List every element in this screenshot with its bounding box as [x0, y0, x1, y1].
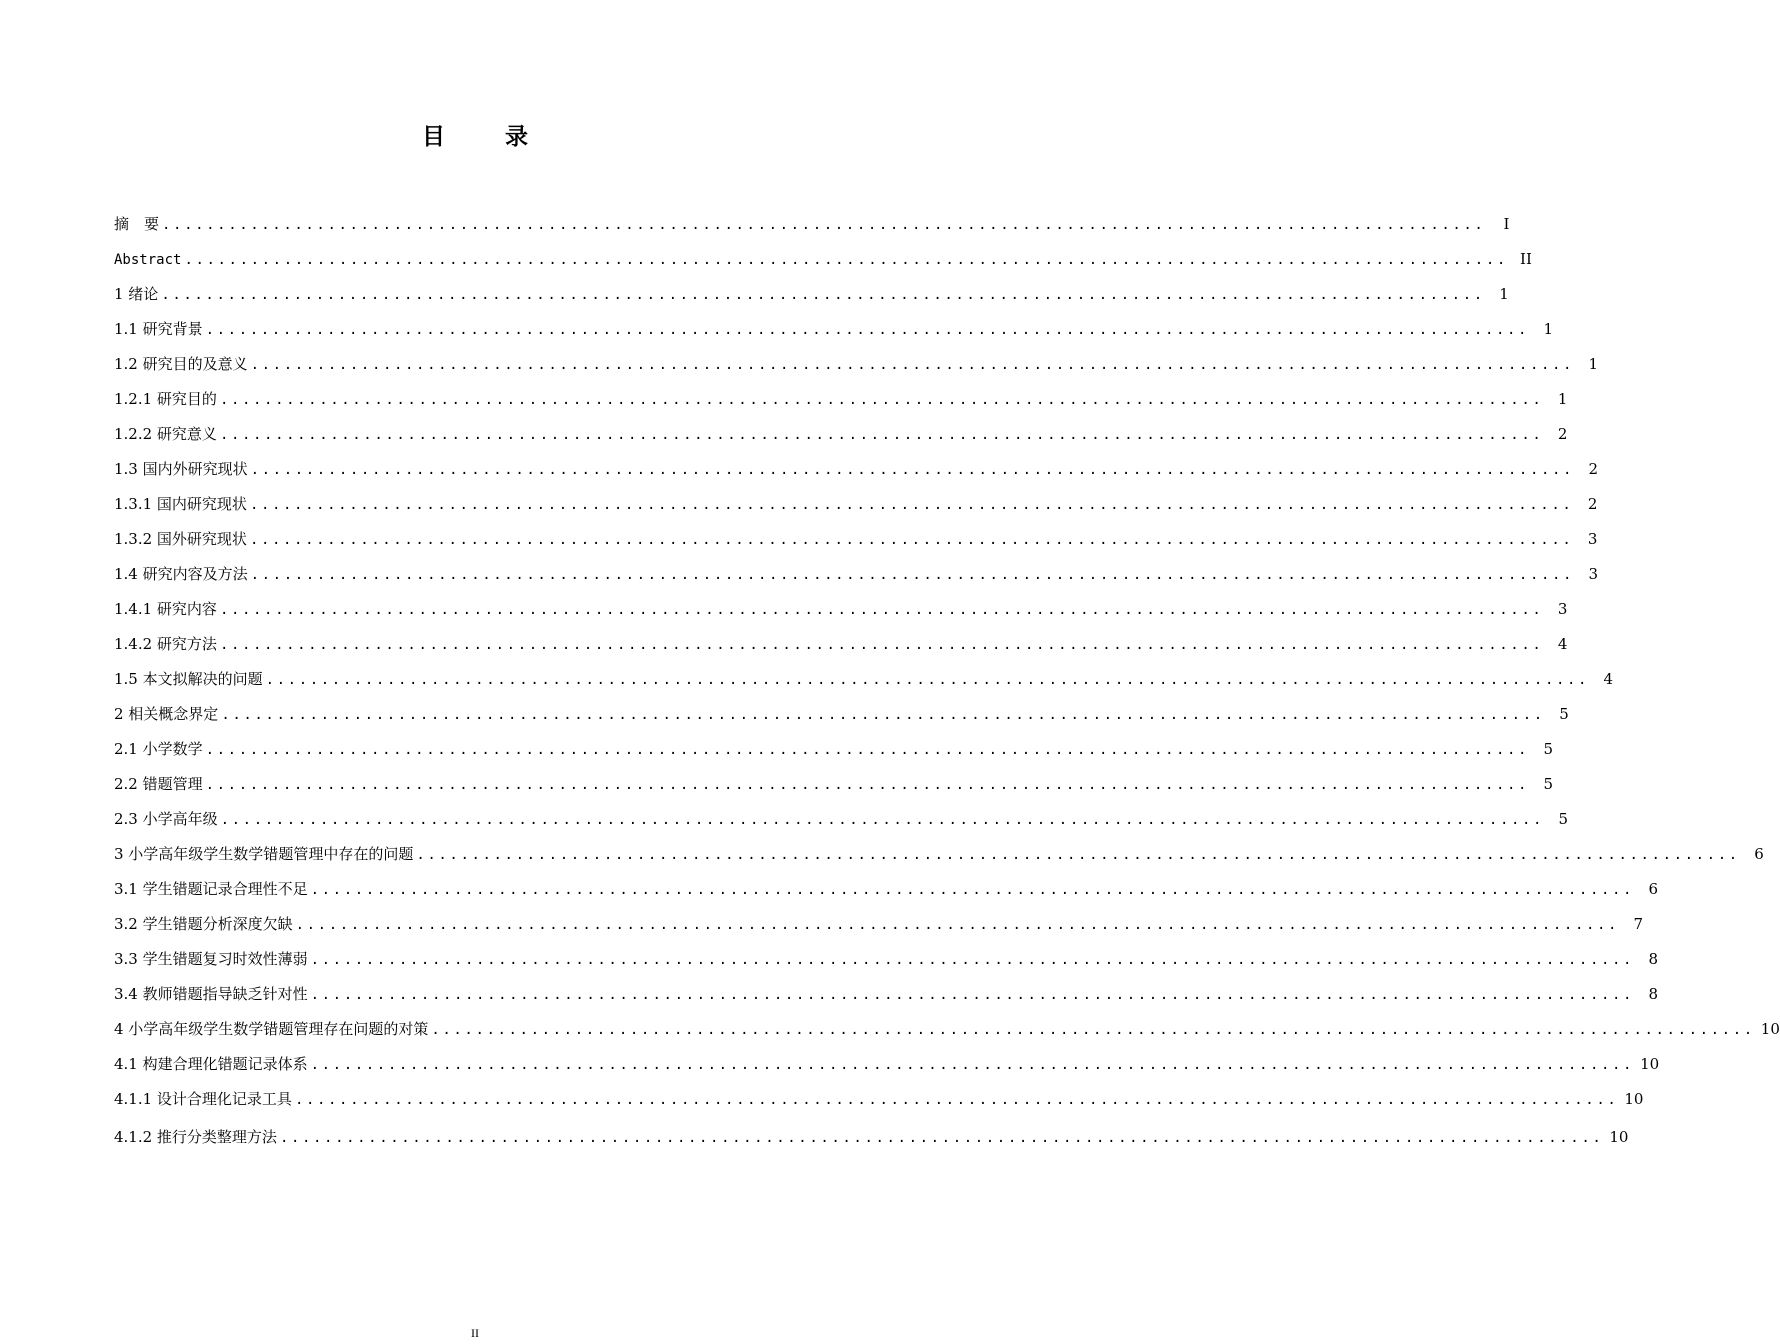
toc-entry-chapter-3[interactable] — [114, 842, 1764, 877]
toc-entry-label: 1.4.2 研究方法 — [114, 635, 217, 653]
toc-entry-label: 4.1.1 设计合理化记录工具 — [114, 1090, 292, 1108]
toc-entry-label: 1.4 研究内容及方法 — [114, 565, 248, 583]
dot-leader: ........................................................................................................................ — [184, 252, 1508, 268]
toc-entry-page: 1 — [1557, 390, 1568, 408]
dot-leader: ........................................................................................................................ — [250, 357, 1575, 373]
toc-entry-label: 2.2 错题管理 — [114, 775, 203, 793]
toc-entry-page: 6 — [1754, 845, 1764, 863]
toc-entry-1-4-1[interactable] — [114, 597, 1568, 632]
dot-leader: ........................................................................................................................ — [295, 917, 1620, 933]
dot-leader: ........................................................................................................................ — [310, 987, 1635, 1003]
toc-entry-chapter-1[interactable] — [114, 282, 1509, 317]
toc-entry-page: 2 — [1587, 495, 1598, 513]
toc-entry-page: 4 — [1603, 670, 1614, 688]
toc-entry-page: 2 — [1588, 460, 1599, 478]
toc-entry-label: 1.2.2 研究意义 — [114, 425, 217, 443]
toc-entry-label: 1.4.1 研究内容 — [114, 600, 217, 618]
toc-entry-3-1[interactable] — [114, 877, 1659, 912]
toc-entry-page: 7 — [1633, 915, 1644, 933]
toc-entry-label: 3.4 教师错题指导缺乏针对性 — [114, 985, 308, 1003]
dot-leader: ........................................................................................................................ — [310, 882, 1635, 898]
toc-entry-label: 2 相关概念界定 — [114, 705, 219, 723]
toc-entry-page: 5 — [1543, 775, 1554, 793]
toc-entry-1-3-1[interactable] — [114, 492, 1598, 527]
toc-entry-chapter-2[interactable] — [114, 702, 1569, 737]
toc-entry-label: 2.1 小学数学 — [114, 740, 203, 758]
toc-entry-label: Abstract — [114, 252, 182, 268]
dot-leader: ........................................................................................................................ — [294, 1092, 1619, 1108]
toc-entry-label: 1.3.1 国内研究现状 — [114, 495, 247, 513]
toc-entry-1-2-2[interactable] — [114, 422, 1568, 457]
toc-entry-page: 5 — [1558, 810, 1569, 828]
toc-entry-label: 3.2 学生错题分析深度欠缺 — [114, 915, 293, 933]
table-of-contents — [114, 212, 1780, 1165]
toc-entry-label: 4 小学高年级学生数学错题管理存在问题的对策 — [114, 1020, 429, 1038]
toc-entry-page: 1 — [1543, 320, 1554, 338]
toc-entry-2-3[interactable] — [114, 807, 1569, 842]
toc-entry-page: 4 — [1557, 635, 1568, 653]
toc-entry-3-2[interactable] — [114, 912, 1644, 947]
toc-entry-1-5[interactable] — [114, 667, 1614, 702]
toc-entry-page: 10 — [1640, 1055, 1660, 1073]
dot-leader: ........................................................................................................................ — [219, 427, 1544, 443]
toc-entry-page: II — [1520, 250, 1532, 268]
dot-leader: ........................................................................................................................ — [162, 217, 1486, 233]
toc-entry-chapter-4[interactable] — [114, 1017, 1780, 1052]
dot-leader: ........................................................................................................................ — [250, 462, 1575, 478]
toc-entry-label: 3 小学高年级学生数学错题管理中存在的问题 — [114, 845, 414, 863]
dot-leader: ........................................................................................................................ — [219, 602, 1544, 618]
toc-entry-label: 1 绪论 — [114, 285, 159, 303]
dot-leader: ........................................................................................................................ — [205, 777, 1530, 793]
toc-entry-label: 1.3.2 国外研究现状 — [114, 530, 247, 548]
toc-entry-page: I — [1503, 215, 1510, 233]
toc-entry-1-4[interactable] — [114, 562, 1599, 597]
toc-entry-label: 2.3 小学高年级 — [114, 810, 218, 828]
dot-leader: ........................................................................................................................ — [249, 532, 1574, 548]
dot-leader: ........................................................................................................................ — [219, 392, 1544, 408]
toc-entry-page: 10 — [1609, 1128, 1629, 1146]
toc-entry-page: 8 — [1648, 950, 1659, 968]
toc-entry-2-1[interactable] — [114, 737, 1554, 772]
toc-entry-page: 3 — [1587, 530, 1598, 548]
page-title: 目 录 — [421, 124, 554, 150]
dot-leader: ........................................................................................................................ — [205, 742, 1530, 758]
dot-leader: ........................................................................................................................ — [265, 672, 1590, 688]
toc-entry-page: 3 — [1588, 565, 1599, 583]
toc-entry-4-1[interactable] — [114, 1052, 1660, 1087]
toc-entry-abstract-en[interactable] — [114, 247, 1532, 282]
toc-entry-label: 1.5 本文拟解决的问题 — [114, 670, 263, 688]
dot-leader: ........................................................................................................................ — [249, 497, 1574, 513]
toc-entry-1-3-2[interactable] — [114, 527, 1598, 562]
toc-entry-label: 1.3 国内外研究现状 — [114, 460, 248, 478]
toc-entry-1-3[interactable] — [114, 457, 1599, 492]
toc-entry-label: 3.3 学生错题复习时效性薄弱 — [114, 950, 308, 968]
dot-leader: ........................................................................................................................ — [205, 322, 1530, 338]
toc-entry-label: 4.1 构建合理化错题记录体系 — [114, 1055, 308, 1073]
dot-leader: ........................................................................................................................ — [431, 1022, 1755, 1038]
toc-entry-page: 5 — [1559, 705, 1569, 723]
dot-leader: ........................................................................................................................ — [279, 1130, 1604, 1146]
dot-leader: ........................................................................................................................ — [219, 637, 1544, 653]
dot-leader: ........................................................................................................................ — [161, 287, 1485, 303]
toc-entry-label: 1.1 研究背景 — [114, 320, 203, 338]
toc-entry-page: 3 — [1557, 600, 1568, 618]
dot-leader: ........................................................................................................................ — [310, 952, 1635, 968]
toc-entry-2-2[interactable] — [114, 772, 1554, 807]
toc-entry-page: 2 — [1557, 425, 1568, 443]
toc-entry-1-1[interactable] — [114, 317, 1554, 352]
dot-leader: ........................................................................................................................ — [221, 707, 1545, 723]
dot-leader: ........................................................................................................................ — [416, 847, 1740, 863]
toc-entry-page: 6 — [1648, 880, 1659, 898]
toc-entry-1-2[interactable] — [114, 352, 1599, 387]
dot-leader: ........................................................................................................................ — [220, 812, 1545, 828]
toc-entry-label: 摘 要 — [114, 215, 160, 233]
toc-entry-page: 10 — [1760, 1020, 1780, 1038]
toc-entry-page: 10 — [1624, 1090, 1644, 1108]
toc-entry-4-1-1[interactable] — [114, 1087, 1644, 1122]
toc-entry-4-1-2[interactable] — [114, 1122, 1629, 1165]
toc-entry-label: 3.1 学生错题记录合理性不足 — [114, 880, 308, 898]
toc-entry-label: 4.1.2 推行分类整理方法 — [114, 1128, 277, 1146]
toc-entry-page: 5 — [1543, 740, 1554, 758]
toc-entry-label: 1.2 研究目的及意义 — [114, 355, 248, 373]
toc-entry-3-3[interactable] — [114, 947, 1659, 982]
toc-entry-page: 1 — [1499, 285, 1509, 303]
toc-entry-page: 8 — [1648, 985, 1659, 1003]
toc-entry-1-4-2[interactable] — [114, 632, 1568, 667]
dot-leader: ........................................................................................................................ — [250, 567, 1575, 583]
toc-entry-abstract-cn[interactable] — [114, 212, 1510, 247]
toc-entry-1-2-1[interactable] — [114, 387, 1568, 422]
toc-entry-label: 1.2.1 研究目的 — [114, 390, 217, 408]
toc-entry-3-4[interactable] — [114, 982, 1659, 1017]
dot-leader: ........................................................................................................................ — [310, 1057, 1635, 1073]
page-footer-number: II — [471, 1326, 479, 1340]
toc-entry-page: 1 — [1588, 355, 1599, 373]
